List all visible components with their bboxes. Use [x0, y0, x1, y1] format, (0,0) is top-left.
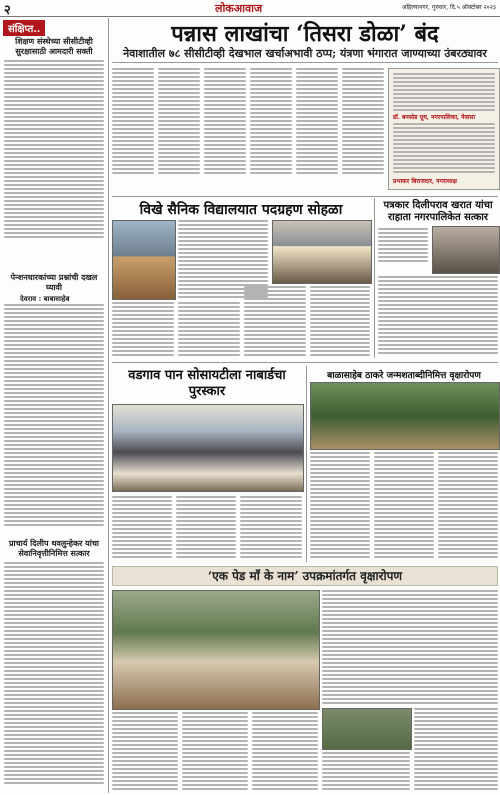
- sidebar-item2-kicker: देवराव : बाबासाहेब: [20, 294, 70, 303]
- story3-headline: पत्रकार दिलीपराव खरात यांचा राहाता नगरपालिकेत सत्कार: [383, 200, 493, 223]
- sidebar-item2-title: पेन्शनधारकांच्या प्रश्नांची दखल घ्यावी: [10, 272, 98, 292]
- lead-col-3: [204, 68, 246, 176]
- story5-photo: [310, 382, 500, 450]
- story4-photo: [112, 404, 304, 492]
- lead-col-2: [158, 68, 200, 176]
- story2-photo-2: [272, 220, 372, 284]
- lead-byline: डॉ. बनसोड यूथ, नगरपालिका, नेवासा: [393, 114, 476, 121]
- sidebar-item3-body: [4, 562, 104, 786]
- sidebar-item1-body: [4, 60, 104, 240]
- lead-quote-box: [388, 68, 500, 190]
- sidebar-item1-title: शिक्षण संस्थेच्या सीसीटीव्ही सुरक्षासाठी आमदारी सक्ती: [15, 36, 93, 56]
- lead-col-5: [296, 68, 338, 176]
- dateline: अहिल्यानगर, गुरुवार, दि.५ ऑक्टोबर २०२३: [401, 4, 496, 11]
- story6-photo-main: [112, 590, 320, 710]
- story5-headline: बाळासाहेब ठाकरे जन्मशताब्दीनिमित्त वृक्षारोपण: [327, 371, 481, 381]
- brand-logo: लोकआवाज: [215, 2, 263, 15]
- story3-photo: [432, 226, 500, 274]
- lead-quote-attribution: प्रभाकर बिराजदार, नगराध्यक्ष: [393, 178, 457, 185]
- lead-subheadline: नेवाशातील ७८ सीसीटीव्ही देखभाल खर्चाअभावी ठप्प; यंत्रणा भंगारात जाण्याच्या उंबरठ्यावर: [123, 47, 487, 60]
- sidebar-item3-title: प्राचार्य दिलीप थवलुन्हेकर यांचा सेवानिवृत्तीनिमित्त सत्कार: [8, 538, 100, 558]
- lead-headline: पन्नास लाखांचा ‘तिसरा डोळा’ बंद: [171, 21, 439, 47]
- story4-headline: वडगाव पान सोसायटीला नाबार्डचा पुरस्कार: [128, 368, 286, 399]
- story6-photo-2: [322, 708, 412, 750]
- story2-headline: विखे सैनिक विद्यालयात पदग्रहण सोहळा: [139, 202, 343, 218]
- sidebar-divider: [108, 18, 109, 793]
- lead-col-4: [250, 68, 292, 176]
- story6-headline: ‘एक पेड माँ के नाम’ उपक्रमांतर्गत वृक्षारोपण: [112, 566, 498, 586]
- page-number: २: [4, 3, 11, 18]
- sidebar-tag: संक्षिप्त..: [3, 20, 45, 36]
- masthead: [0, 0, 500, 17]
- sidebar-item2-body: [4, 304, 104, 528]
- story2-photo-1: [112, 220, 176, 300]
- lead-col-6: [342, 68, 384, 176]
- lead-col-1: [112, 68, 154, 176]
